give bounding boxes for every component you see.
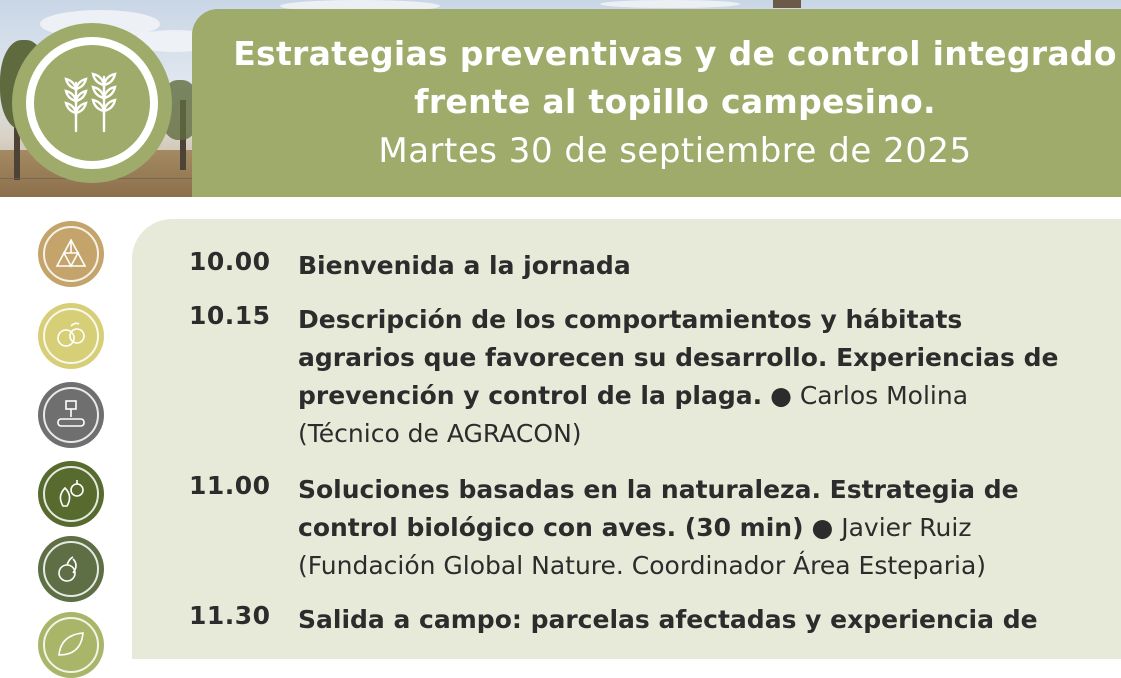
program-time: 10.15 [189,301,271,330]
event-date: Martes 30 de septiembre de 2025 [378,131,972,171]
program-item-description: Descripción de los comportamientos y hábitats agrarios que favorecen su desarrollo. Experiencias de prevención y control de la plaga. ● Carlos Molina (Técnico de AGRACON) [298,305,1059,448]
produce-basket-icon [53,551,89,587]
machine-icon [53,397,89,433]
program-item-description: Soluciones basadas en la naturaleza. Estrategia de control biológico con aves. (30 min) ● Javier Ruiz (Fundación Global Nature. Coordinador Área Esteparia) [298,475,1019,580]
fruit-icon [53,318,89,354]
leaf-icon [53,627,89,663]
program-dot-1 [38,221,104,287]
program-time: 11.00 [189,471,271,500]
program-dot-3 [38,382,104,448]
program-time: 10.00 [189,247,271,276]
wheat-icon [56,71,128,135]
logo [12,23,172,183]
program-item-description: Bienvenida a la jornada [298,251,631,280]
program-dot-4 [38,461,104,527]
title-line-1: Estrategias preventivas y de control integrado [233,34,1117,73]
program-dot-5 [38,536,104,602]
program-dot-6 [38,612,104,678]
title-line-2: frente al topillo campesino. [414,82,936,121]
program-item-description: Salida a campo: parcelas afectadas y experiencia de [298,605,1038,634]
triangle-pattern-icon [53,236,89,272]
program-dot-2 [38,303,104,369]
program-time: 11.30 [189,601,271,630]
vegetables-icon [53,476,89,512]
